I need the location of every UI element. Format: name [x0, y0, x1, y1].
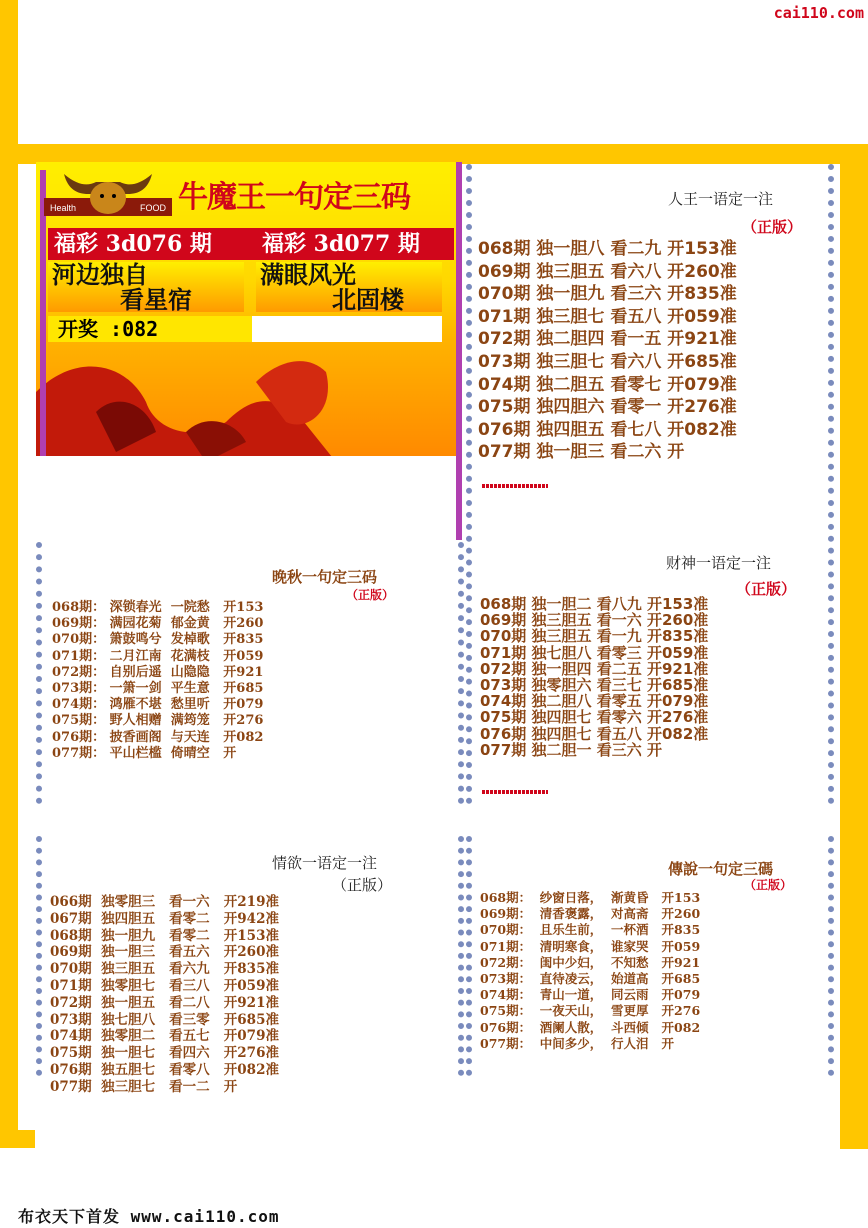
qingyu-row: 066期 独零胆三 看一六 开219准	[50, 894, 279, 910]
caishen-row: 070期 独三胆五 看一九 开835准	[480, 627, 709, 646]
renwang-rows	[478, 238, 737, 464]
qingyu-row: 070期 独三胆五 看六九 开835准	[50, 961, 279, 978]
caishen-row: 071期 独七胆八 看零三 开059准	[480, 643, 709, 662]
chuanshuo-row: 075期： 一夜天山， 雪更厚 开276	[480, 1003, 701, 1019]
hero-gap	[36, 456, 456, 542]
caishen-row: 073期 独零胆六 看三七 开685准	[480, 675, 709, 694]
qingyu-row: 077期 独三胆七 看一二 开	[50, 1078, 238, 1095]
qingyu-row: 067期 独四胆五 看零二 开942准	[50, 910, 279, 927]
chuanshuo-title: 傳說一句定三碼	[668, 860, 774, 878]
wanqiu-badge: （正版）	[346, 588, 395, 602]
verse-right-line2: 北固楼	[332, 285, 404, 314]
renwang-row: 068期 独一胆八 看二九 开153准	[478, 239, 737, 259]
wanqiu-row: 068期： 深锁春光 一院愁 开153	[52, 600, 264, 615]
renwang-divider	[482, 484, 548, 488]
chuanshuo-badge: （正版）	[744, 878, 793, 892]
bull-logo-icon	[44, 168, 172, 220]
caishen-row: 076期 独四胆七 看五八 开082准	[480, 724, 709, 743]
renwang-title: 人王一语定一注	[668, 190, 774, 208]
qingyu-row: 073期 独七胆八 看三零 开685准	[50, 1011, 279, 1028]
wanqiu-row: 069期： 满园花菊 郁金黄 开260	[52, 616, 264, 632]
verse-right-line1: 满眼风光	[260, 260, 356, 289]
verse-left-line1: 河边独自	[52, 260, 148, 289]
renwang-row: 076期 独四胆五 看七八 开082准	[478, 419, 737, 440]
renwang-row: 070期 独一胆九 看三六 开835准	[478, 284, 737, 305]
renwang-row: 077期 独一胆三 看二六 开	[478, 442, 685, 463]
qingyu-title: 情欲一语定一注	[272, 854, 378, 872]
frame-left	[0, 0, 18, 1148]
panel-renwang	[466, 164, 834, 494]
draw-result: 开奖 :082	[48, 316, 254, 342]
chuanshuo-row: 069期： 清香褒露， 对高斋 开260	[480, 906, 701, 922]
wanqiu-row: 070期： 箫鼓鸣兮 发棹歌 开835	[52, 632, 264, 648]
qingyu-row: 068期 独一胆九 看零二 开153准	[50, 927, 279, 944]
hero-border-right	[456, 162, 462, 540]
wanqiu-rows	[52, 600, 263, 762]
blank-box	[252, 316, 442, 342]
panel-caishen	[466, 500, 834, 804]
qingyu-row: 075期 独一胆七 看四六 开276准	[50, 1045, 279, 1062]
caishen-badge: （正版）	[736, 580, 797, 598]
caishen-rows	[480, 596, 708, 758]
wanqiu-row: 076期： 披香画阁 与天连 开082	[52, 729, 264, 745]
wanqiu-title: 晚秋一句定三码	[272, 568, 378, 586]
site-logo[interactable]: cai110.com	[773, 4, 864, 22]
caishen-row: 068期 独一胆二 看八九 开153准	[480, 595, 709, 613]
caishen-row: 069期 独三胆五 看一六 开260准	[480, 611, 709, 630]
chuanshuo-blank	[472, 836, 662, 884]
qingyu-badge: （正版）	[332, 876, 393, 894]
panel-qingyu	[36, 836, 464, 1095]
frame-right	[840, 144, 868, 1149]
wanqiu-row: 075期： 野人相赠 满筠笼 开276	[52, 713, 264, 729]
wanqiu-row: 074期： 鸿雁不堪 愁里听 开079	[52, 697, 264, 713]
panel-chuanshuo	[466, 836, 834, 1076]
renwang-row: 073期 独三胆七 看六八 开685准	[478, 351, 737, 372]
qingyu-row: 071期 独零胆七 看三八 开059准	[50, 977, 279, 994]
chuanshuo-row: 071期： 清明寒食， 谁家哭 开059	[480, 938, 701, 954]
renwang-row: 074期 独二胆五 看零七 开079准	[478, 374, 737, 395]
frame-bottom-strip	[0, 1130, 35, 1148]
verse-left	[48, 262, 244, 312]
caishen-row: 072期 独一胆四 看二五 开921准	[480, 659, 709, 678]
period-right: 福彩 3d077 期	[256, 228, 454, 260]
wanqiu-row: 077期： 平山栏槛 倚晴空 开	[52, 745, 237, 761]
caishen-title: 财神一语定一注	[666, 554, 772, 572]
renwang-row: 072期 独二胆四 看一五 开921准	[478, 329, 737, 350]
renwang-row: 075期 独四胆六 看零一 开276准	[478, 397, 737, 418]
svg-text:FOOD: FOOD	[140, 203, 166, 213]
caishen-row: 075期 独四胆七 看零六 开276准	[480, 708, 709, 727]
chuanshuo-row: 077期： 中间多少， 行人泪 开	[480, 1035, 675, 1051]
renwang-badge: （正版）	[742, 218, 803, 236]
caishen-divider	[482, 790, 548, 794]
qingyu-row: 076期 独五胆七 看零八 开082准	[50, 1061, 279, 1078]
caishen-row: 074期 独二胆八 看零五 开079准	[480, 692, 709, 711]
wanqiu-row: 071期： 二月江南 花满枝 开059	[52, 648, 264, 664]
qingyu-row: 074期 独零胆二 看五七 开079准	[50, 1028, 279, 1045]
footer-text: 布衣天下首发 www.cai110.com	[18, 1207, 280, 1226]
chuanshuo-row: 070期： 且乐生前， 一杯酒 开835	[480, 922, 701, 938]
wanqiu-blank	[42, 542, 262, 600]
caishen-row: 077期 独二胆一 看三六 开	[480, 740, 662, 759]
qingyu-row: 072期 独一胆五 看二八 开921准	[50, 994, 279, 1011]
qingyu-rows	[50, 894, 279, 1096]
frame-top-band	[18, 144, 868, 164]
period-left: 福彩 3d076 期	[48, 228, 256, 260]
hero-title: 牛魔王一句定三码	[178, 180, 410, 215]
chuanshuo-row: 072期： 闺中少妇， 不知愁 开921	[480, 954, 701, 970]
wanqiu-row: 073期： 一箫一剑 平生意 开685	[52, 680, 264, 696]
chuanshuo-row: 073期： 直待凌云， 始道高 开685	[480, 970, 701, 986]
chuanshuo-row: 076期： 酒阑人散， 斗西倾 开082	[480, 1019, 701, 1035]
renwang-row: 069期 独三胆五 看六八 开260准	[478, 261, 737, 282]
verse-left-line2: 看星宿	[120, 285, 192, 314]
panel-wanqiu	[36, 542, 464, 804]
verse-right	[256, 262, 442, 312]
chuanshuo-rows	[480, 890, 700, 1052]
renwang-row: 071期 独三胆七 看五八 开059准	[478, 306, 737, 327]
bull-artwork-icon	[36, 352, 462, 456]
chuanshuo-row: 068期： 纱窗日落， 渐黄昏 开153	[480, 890, 701, 905]
svg-text:Health: Health	[50, 203, 77, 213]
wanqiu-row: 072期： 自别后遥 山隐隐 开921	[52, 664, 264, 680]
qingyu-row: 069期 独一胆三 看五六 开260准	[50, 944, 279, 961]
chuanshuo-row: 074期： 青山一道， 同云雨 开079	[480, 987, 701, 1003]
qingyu-blank	[42, 836, 262, 884]
